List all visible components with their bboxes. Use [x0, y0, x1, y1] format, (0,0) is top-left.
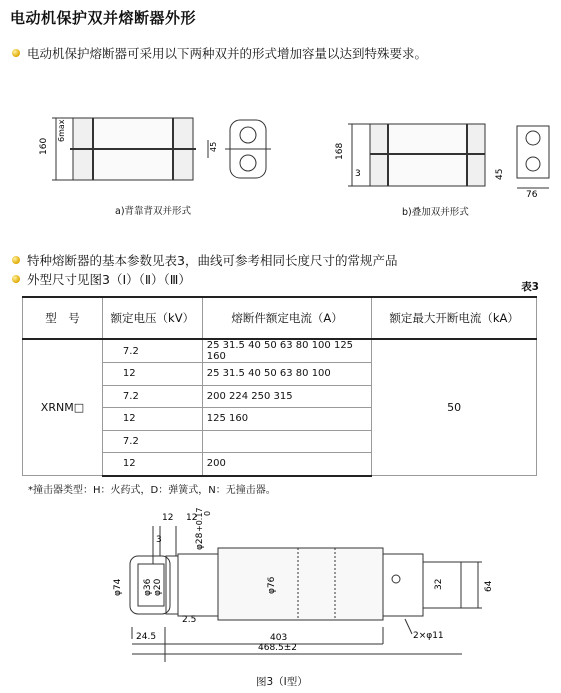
fig-a-dim-45: 45: [209, 141, 218, 152]
bullet-icon: [12, 275, 20, 283]
page-title: 电动机保护双并熔断器外形: [10, 9, 197, 27]
fig3-dim-2.5: 2.5: [182, 615, 197, 625]
current-cell: 25 31.5 40 50 63 80 100: [202, 363, 372, 386]
voltage-cell: 12: [102, 408, 202, 431]
current-cell: [202, 430, 372, 453]
fig-b-dim-76: 76: [526, 190, 538, 200]
bullet-icon: [12, 256, 20, 264]
header-current: 熔断件额定电流（A）: [202, 297, 372, 339]
fig3-dim-32: 32: [434, 578, 444, 590]
para2-line: [12, 270, 191, 288]
current-cell: 25 31.5 40 50 63 80 100 125 160: [202, 339, 372, 363]
header-voltage: 额定电压（kV）: [102, 297, 202, 339]
voltage-cell: 7.2: [102, 385, 202, 408]
header-model: 型 号: [23, 297, 103, 339]
fig3-dim-2xphi11: 2×φ11: [413, 631, 444, 641]
fig3-dim-phi36: φ36: [143, 578, 153, 596]
current-cell: 200: [202, 453, 372, 476]
fig-a-dim-160: 160: [39, 137, 49, 155]
fig-b-dim-3: 3: [355, 169, 361, 179]
current-cell: 125 160: [202, 408, 372, 431]
figure-b-drawing: [330, 118, 555, 200]
fig3-dim-64: 64: [484, 580, 494, 592]
intro-line: [12, 44, 427, 62]
current-cell: 200 224 250 315: [202, 385, 372, 408]
figure-3-caption: 图3（Ⅰ型）: [256, 676, 308, 688]
footnote: *撞击器类型：H：火药式，D：弹簧式，N：无撞击器。: [28, 485, 276, 496]
fig-a-caption: a)背靠背双并形式: [115, 206, 192, 217]
fig3-dim-phi28: φ28: [195, 532, 205, 550]
header-breaking: 额定最大开断电流（kA）: [372, 297, 537, 339]
fig3-dim-24.5: 24.5: [136, 632, 157, 642]
parameter-table: [22, 296, 537, 477]
model-cell: XRNM□: [23, 339, 103, 476]
breaking-cell: 50: [372, 339, 537, 476]
fig-b-dim-45: 45: [495, 168, 505, 180]
voltage-cell: 12: [102, 453, 202, 476]
fig3-dim-3: 3: [156, 535, 162, 545]
bullet-icon: [12, 49, 20, 57]
fig3-dim-phi76: φ76: [267, 576, 277, 594]
fig3-dim-phi74: φ74: [113, 578, 123, 596]
fig3-dim-tol-lower: 0: [203, 510, 212, 516]
figure-a-drawing: [30, 110, 275, 195]
intro-text: 电动机保护熔断器可采用以下两种双并的形式增加容量以达到特殊要求。: [27, 46, 428, 61]
fig-a-dim-6max: 6max: [57, 119, 66, 142]
para1-text: 特种熔断器的基本参数见表3，曲线可参考相同长度尺寸的常规产品: [27, 253, 398, 268]
fig3-dim-tol-upper: +0.17: [195, 507, 204, 532]
fig-b-caption: b)叠加双并形式: [402, 207, 469, 218]
voltage-cell: 7.2: [102, 430, 202, 453]
fig-b-dim-168: 168: [335, 142, 345, 160]
figure-3-drawing: [90, 504, 540, 672]
voltage-cell: 7.2: [102, 339, 202, 363]
fig3-dim-12-b: 12: [186, 513, 198, 523]
fig3-dim-12-a: 12: [162, 513, 174, 523]
para2-text: 外型尺寸见图3（Ⅰ）（Ⅱ）（Ⅲ）: [27, 272, 191, 287]
fig3-dim-468.5: 468.5±2: [258, 643, 298, 653]
voltage-cell: 12: [102, 363, 202, 386]
fig3-dim-403: 403: [270, 633, 288, 643]
para1-line: [12, 251, 397, 269]
table-label: 表3: [521, 281, 539, 293]
table-header-row: [23, 297, 537, 339]
table-row: [23, 339, 537, 363]
fig3-dim-phi20: φ20: [153, 578, 163, 596]
